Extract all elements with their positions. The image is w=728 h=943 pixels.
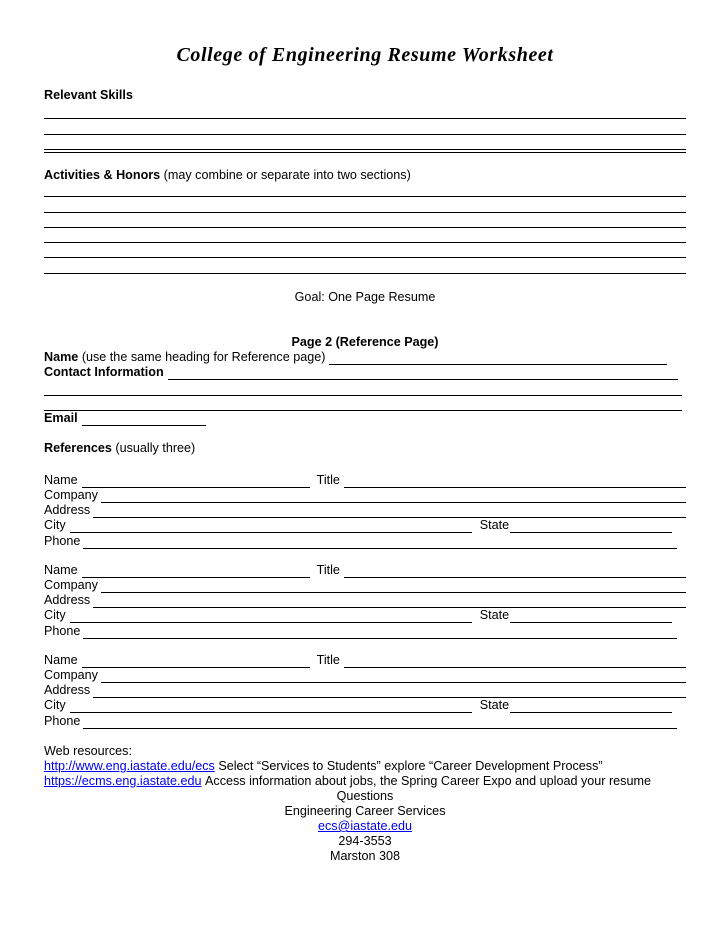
contact-info-row [44,364,686,380]
ref-state-field[interactable] [510,611,672,623]
ref-city-field[interactable] [70,701,472,713]
ref-state-field[interactable] [510,521,672,533]
contact-info-row [44,380,686,396]
ref-phone-label: Phone [44,624,81,638]
email-row [44,410,686,426]
ref-phone-field[interactable] [83,627,677,639]
reference-company-row [44,667,686,683]
ref-name-label: Name [44,473,78,487]
ref-name-label: Name [44,563,78,577]
ref-address-label: Address [44,683,91,697]
ref-phone-field[interactable] [83,717,677,729]
page-title: College of Engineering Resume Worksheet [176,44,554,66]
office-room: Marston 308 [329,849,400,863]
worksheet-page [44,0,686,943]
goal-text: Goal: One Page Resume [294,290,436,304]
reference-address-row [44,502,686,518]
ref-state-label: State [479,698,510,712]
ref-company-label: Company [44,488,98,502]
reference-city-row [44,517,686,533]
activities-heading-row [44,167,686,183]
references-label: References [44,441,112,455]
ref-city-field[interactable] [70,521,472,533]
references-note: (usually three) [115,441,196,455]
skills-line[interactable] [44,134,686,135]
reference-city-row [44,697,686,713]
page2-heading: Page 2 (Reference Page) [291,335,439,349]
questions-label: Questions [336,789,394,803]
skills-heading-row [44,87,686,103]
reference-phone-row [44,713,686,729]
contact-field[interactable] [314,368,510,380]
office-name: Engineering Career Services [284,804,446,818]
skills-label: Relevant Skills [44,88,133,102]
ref-city-field[interactable] [70,611,472,623]
ecs-website-link[interactable]: http://www.eng.iastate.edu/ecs [44,759,215,773]
ref-city-label: City [44,608,66,622]
ref-phone-label: Phone [44,714,81,728]
ref-phone-field[interactable] [83,537,677,549]
ecms-website-link[interactable]: https://ecms.eng.iastate.edu [44,774,202,788]
ref-name-label: Name [44,653,78,667]
office-phone: 294-3553 [338,834,392,848]
page2-name-row [44,349,686,365]
reference-name-row [44,652,686,668]
ref-company-label: Company [44,578,98,592]
reference-city-row [44,607,686,623]
activities-label: Activities & Honors [44,168,161,182]
references-heading-row [44,440,686,456]
ecs-website-description: Select “Services to Students” explore “Career Development Process” [218,759,603,773]
contact-field[interactable] [168,368,314,380]
ref-title-label: Title [316,473,340,487]
ref-company-label: Company [44,668,98,682]
activities-line[interactable] [44,273,686,274]
ecms-website-description: Access information about jobs, the Spring Career Expo and upload your resume [205,774,651,788]
email-label: Email [44,411,78,425]
ref-state-field[interactable] [510,701,672,713]
ref-title-label: Title [316,653,340,667]
reference-company-row [44,577,686,593]
activities-line[interactable] [44,242,686,243]
web-resources-label: Web resources: [44,744,132,758]
ref-state-label: State [479,608,510,622]
activities-note: (may combine or separate into two sections) [163,168,411,182]
reference-phone-row [44,623,686,639]
ref-city-label: City [44,698,66,712]
web-resource-row [44,758,686,774]
email-field[interactable] [82,414,206,426]
ref-city-label: City [44,518,66,532]
skills-line-double [44,152,686,153]
reference-address-row [44,682,686,698]
activities-line[interactable] [44,196,686,197]
ref-state-label: State [479,518,510,532]
ref-address-label: Address [44,503,91,517]
ref-address-label: Address [44,593,91,607]
reference-name-row [44,562,686,578]
office-email-row [44,818,686,834]
ref-title-label: Title [316,563,340,577]
reference-address-row [44,592,686,608]
office-email-link[interactable]: ecs@iastate.edu [318,819,412,833]
contact-field[interactable] [510,368,678,380]
web-resources-heading [44,743,686,759]
ref-phone-label: Phone [44,534,81,548]
page2-name-label: Name [44,350,79,364]
page2-name-note: (use the same heading for Reference page) [81,350,326,364]
contact-info-label: Contact Information [44,365,164,379]
reference-phone-row [44,533,686,549]
skills-line[interactable] [44,149,686,150]
skills-line[interactable] [44,118,686,119]
activities-line[interactable] [44,212,686,213]
reference-name-row [44,472,686,488]
activities-line[interactable] [44,257,686,258]
activities-line[interactable] [44,227,686,228]
contact-info-row [44,395,686,411]
reference-company-row [44,487,686,503]
web-resource-row [44,773,686,789]
